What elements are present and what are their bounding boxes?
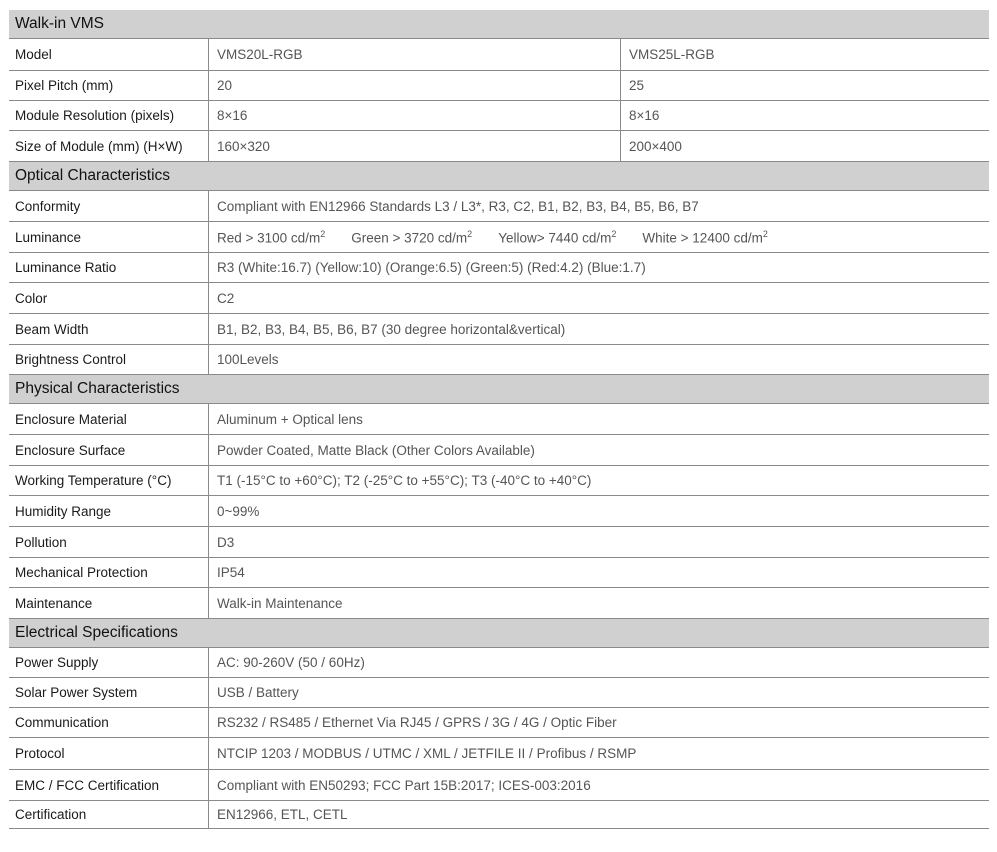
row-label: Enclosure Surface [9,435,209,465]
row-label: Brightness Control [9,345,209,374]
row-label: Working Temperature (°C) [9,466,209,495]
row-value: Compliant with EN12966 Standards L3 / L3*, R3, C2, B1, B2, B3, B4, B5, B6, B7 [217,198,699,214]
row-value: EN12966, ETL, CETL [217,807,348,822]
row-value: USB / Battery [217,685,299,700]
row-label: Luminance [9,222,209,252]
row-value-a: 20 [209,71,621,100]
row-value: Aluminum + Optical lens [217,411,363,427]
row-value: Powder Coated, Matte Black (Other Colors Available) [217,442,535,458]
row-working-temperature [9,466,989,496]
row-value: 100Levels [217,352,279,367]
spec-table [9,10,989,829]
row-humidity-range [9,496,989,527]
row-value: AC: 90-260V (50 / 60Hz) [217,655,365,670]
row-label: Communication [9,708,209,737]
row-label: Mechanical Protection [9,558,209,587]
row-mechanical-protection [9,558,989,588]
row-value: 0~99% [217,503,260,519]
luminance-yellow: Yellow> 7440 $cd/m^2$ [498,228,617,246]
luminance-green: Green > 3720 $cd/m^2$ [351,228,473,246]
row-label: Humidity Range [9,496,209,526]
row-luminance [9,222,989,253]
row-value: C2 [217,290,235,306]
row-label: Maintenance [9,588,209,618]
row-label: Pixel Pitch (mm) [9,71,209,100]
section-electrical: Electrical Specifications [9,619,989,648]
row-conformity [9,191,989,222]
row-value: B1, B2, B3, B4, B5, B6, B7 (30 degree horizontal&vertical) [217,321,566,337]
row-enclosure-surface [9,435,989,466]
row-module-size [9,131,989,162]
row-communication [9,708,989,738]
row-label: Beam Width [9,314,209,344]
row-brightness-control [9,345,989,375]
row-label: Certification [9,801,209,828]
luminance-red: Red > 3100 $cd/m^2$ [217,228,326,246]
row-value: R3 (White:16.7) (Yellow:10) (Orange:6.5) (Green:5) (Red:4.2) (Blue:1.7) [217,260,646,275]
row-maintenance [9,588,989,619]
row-value: NTCIP 1203 / MODBUS / UTMC / XML / JETFILE II / Profibus / RSMP [217,746,637,761]
row-pixel-pitch [9,71,989,101]
section-optical: Optical Characteristics [9,162,989,191]
row-value-a: 160×320 [209,131,621,161]
section-walkin-vms: Walk-in VMS [9,10,989,39]
row-value: Compliant with EN50293; FCC Part 15B:2017; ICES-003:2016 [217,777,591,793]
row-label: Size of Module (mm) (H×W) [9,131,209,161]
row-protocol [9,738,989,770]
row-module-resolution [9,101,989,131]
row-power-supply [9,648,989,678]
row-value-b: 25 [629,78,645,93]
row-solar-power [9,678,989,708]
luminance-white: White > 12400 $cd/m^2$ [642,228,768,246]
row-label: Protocol [9,738,209,769]
row-value-a: VMS20L-RGB [209,39,621,70]
row-color [9,283,989,314]
row-pollution [9,527,989,558]
row-value-a: 8×16 [209,101,621,130]
row-value: RS232 / RS485 / Ethernet Via RJ45 / GPRS / 3G / 4G / Optic Fiber [217,715,617,730]
section-physical: Physical Characteristics [9,375,989,404]
row-label: Model [9,39,209,70]
row-label: Power Supply [9,648,209,677]
row-model [9,39,989,71]
row-value: T1 (-15°C to +60°C); T2 (-25°C to +55°C); T3 (-40°C to +40°C) [217,473,592,488]
row-label: Luminance Ratio [9,253,209,282]
row-label: EMC / FCC Certification [9,770,209,800]
row-value: Walk-in Maintenance [217,595,343,611]
row-certification [9,801,989,829]
row-label: Solar Power System [9,678,209,707]
row-value-b: 200×400 [629,138,682,154]
row-emc-fcc [9,770,989,801]
row-value-b: VMS25L-RGB [629,47,715,62]
row-value: IP54 [217,565,245,580]
row-label: Color [9,283,209,313]
row-label: Pollution [9,527,209,557]
row-luminance-ratio [9,253,989,283]
row-value-b: 8×16 [629,108,660,123]
row-label: Conformity [9,191,209,221]
row-label: Module Resolution (pixels) [9,101,209,130]
row-enclosure-material [9,404,989,435]
row-value: D3 [217,534,235,550]
row-beam-width [9,314,989,345]
row-label: Enclosure Material [9,404,209,434]
row-value [209,222,989,252]
